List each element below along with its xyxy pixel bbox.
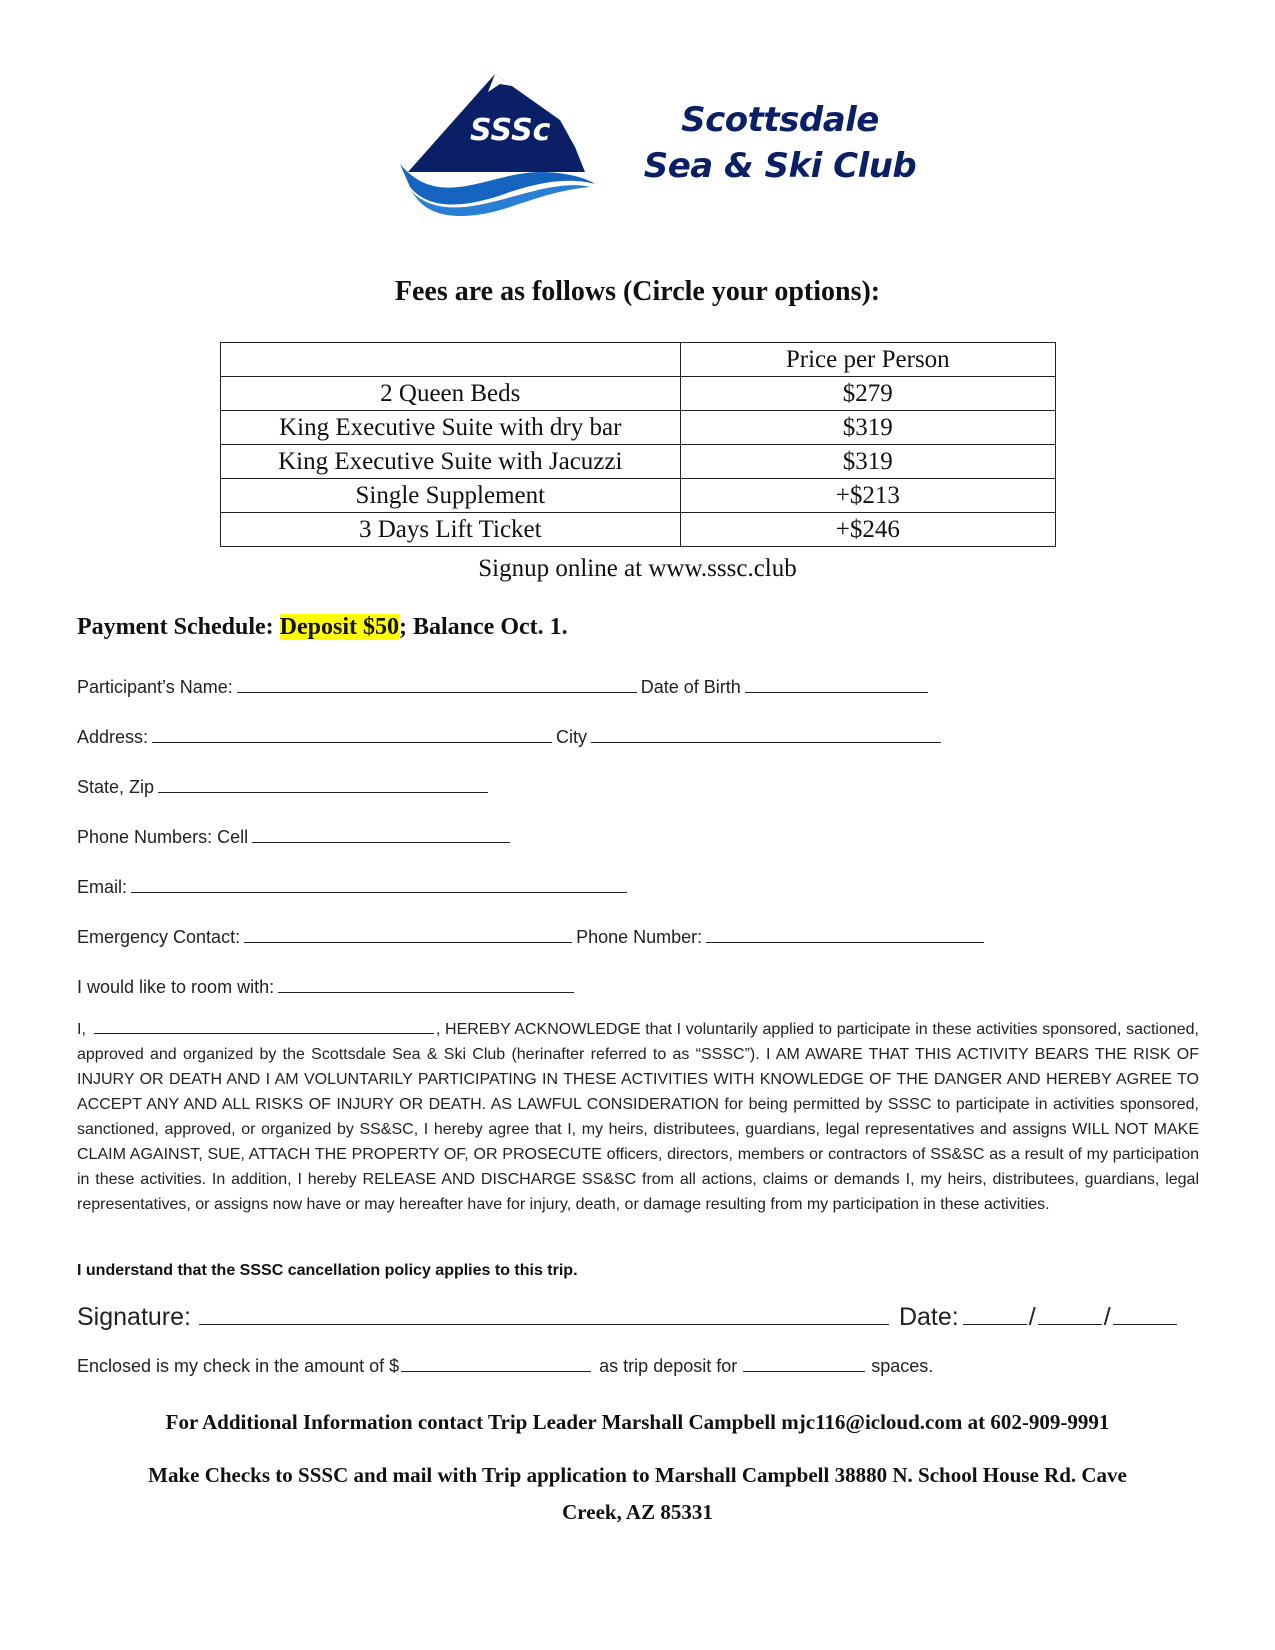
option-cell[interactable]: 3 Days Lift Ticket bbox=[221, 513, 681, 547]
state-zip-label: State, Zip bbox=[77, 777, 155, 797]
phone-cell-label: Phone Numbers: Cell bbox=[77, 827, 249, 847]
participant-name-label: Participant’s Name: bbox=[77, 677, 233, 697]
signup-link-text: Signup online at www.sssc.club bbox=[478, 555, 797, 582]
price-cell: +$246 bbox=[680, 513, 1055, 547]
signature-label: Signature: bbox=[77, 1303, 191, 1331]
participant-row bbox=[77, 676, 932, 698]
cancellation-policy: I understand that the SSSC cancellation policy applies to this trip. bbox=[77, 1262, 578, 1279]
emergency-row bbox=[77, 926, 988, 948]
waiver-name-field[interactable] bbox=[94, 1017, 434, 1034]
check-row bbox=[77, 1355, 933, 1377]
option-cell[interactable]: 2 Queen Beds bbox=[221, 377, 681, 411]
participant-name-field[interactable] bbox=[237, 676, 637, 693]
price-cell: $319 bbox=[680, 411, 1055, 445]
waiver-prefix: I, bbox=[77, 1021, 86, 1038]
balance-text: ; Balance Oct. 1. bbox=[399, 614, 568, 640]
table-row[interactable] bbox=[221, 513, 1056, 547]
emergency-contact-field[interactable] bbox=[244, 926, 572, 943]
waiver-text: , HEREBY ACKNOWLEDGE that I voluntarily applied to participate in these activities sponsored, sactioned, approved and organized by the Scottsdale Sea & Ski Club (herinafter referred to as “SSSC”). I AM AWARE THAT THIS ACTIVITY BEARS THE RISK OF INJURY OR DEATH AND I AM VOLUNTARILY PARTICIPATING IN THESE ACTIVITIES WITH KNOWLEDGE OF THE DANGER AND HEREBY AGREE TO ACCEPT ANY AND ALL RISKS OF INJURY OR DEATH. AS LAWFUL CONSIDERATION for being permitted by SSSC to participate in activities sponsored, sanctioned, approved, or organized by SS&SC, I hereby agree that I, my heirs, distributees, guardians, legal representatives and assigns WILL NOT MAKE CLAIM AGAINST, SUE, ATTACH THE PROPERTY OF, OR PROSECUTE officers, directors, members or contractors of SS&SC as a result of my participation in these activities. In addition, I hereby RELEASE AND DISCHARGE SS&SC from all actions, claims or demands I, my heirs, distributees, guardians, legal representatives, or assigns now have or may hereafter have for injury, death, or damage resulting from my participation in these activities. bbox=[77, 1021, 1199, 1213]
check-middle: as trip deposit for bbox=[599, 1356, 738, 1376]
payment-schedule bbox=[77, 614, 568, 641]
price-cell: $279 bbox=[680, 377, 1055, 411]
emergency-contact-label: Emergency Contact: bbox=[77, 927, 241, 947]
date-month-field[interactable] bbox=[963, 1302, 1027, 1325]
state-zip-field[interactable] bbox=[158, 776, 488, 793]
price-cell: $319 bbox=[680, 445, 1055, 479]
table-header-row bbox=[221, 343, 1056, 377]
emergency-phone-field[interactable] bbox=[706, 926, 984, 943]
logo-text: SSSc bbox=[470, 113, 551, 148]
email-field[interactable] bbox=[131, 876, 627, 893]
signature-row bbox=[77, 1302, 1199, 1332]
date-slash: / bbox=[1028, 1303, 1036, 1331]
option-cell[interactable]: King Executive Suite with Jacuzzi bbox=[221, 445, 681, 479]
address-row bbox=[77, 726, 945, 748]
address-field[interactable] bbox=[152, 726, 552, 743]
room-with-field[interactable] bbox=[278, 976, 574, 993]
contact-info: For Additional Information contact Trip Leader Marshall Campbell mjc116@icloud.com at 602-909-9991 bbox=[165, 1410, 1110, 1434]
fees-heading: Fees are as follows (Circle your options): bbox=[394, 276, 881, 307]
phone-cell-field[interactable] bbox=[252, 826, 510, 843]
check-prefix: Enclosed is my check in the amount of $ bbox=[77, 1356, 400, 1376]
check-suffix: spaces. bbox=[871, 1356, 934, 1376]
date-slash: / bbox=[1103, 1303, 1111, 1331]
room-with-row bbox=[77, 976, 578, 998]
table-header-empty bbox=[221, 343, 681, 377]
price-column-header: Price per Person bbox=[680, 343, 1055, 377]
city-field[interactable] bbox=[591, 726, 941, 743]
check-amount-field[interactable] bbox=[401, 1355, 591, 1372]
fees-table bbox=[220, 342, 1056, 547]
mail-instructions-line2: Creek, AZ 85331 bbox=[562, 1500, 713, 1524]
club-logo bbox=[400, 72, 620, 222]
signature-field[interactable] bbox=[199, 1302, 889, 1325]
email-label: Email: bbox=[77, 877, 128, 897]
city-label: City bbox=[556, 727, 588, 747]
table-row[interactable] bbox=[221, 377, 1056, 411]
address-label: Address: bbox=[77, 727, 149, 747]
table-row[interactable] bbox=[221, 479, 1056, 513]
deposit-highlight: Deposit $50 bbox=[279, 614, 399, 640]
date-of-birth-label: Date of Birth bbox=[640, 677, 741, 697]
table-row[interactable] bbox=[221, 411, 1056, 445]
table-row[interactable] bbox=[221, 445, 1056, 479]
date-day-field[interactable] bbox=[1038, 1302, 1102, 1325]
email-row bbox=[77, 876, 631, 898]
option-cell[interactable]: Single Supplement bbox=[221, 479, 681, 513]
state-zip-row bbox=[77, 776, 492, 798]
phone-number-label: Phone Number: bbox=[576, 927, 703, 947]
spaces-field[interactable] bbox=[743, 1355, 865, 1372]
waiver-paragraph bbox=[77, 1017, 1199, 1217]
club-name-line1: Scottsdale bbox=[681, 100, 879, 140]
price-cell: +$213 bbox=[680, 479, 1055, 513]
date-of-birth-field[interactable] bbox=[745, 676, 928, 693]
date-year-field[interactable] bbox=[1113, 1302, 1177, 1325]
phone-cell-row bbox=[77, 826, 514, 848]
mail-instructions-line1: Make Checks to SSSC and mail with Trip application to Marshall Campbell 38880 N. School House Rd. Cave bbox=[148, 1463, 1127, 1487]
payment-label: Payment Schedule: bbox=[77, 614, 280, 640]
room-with-label: I would like to room with: bbox=[77, 977, 275, 997]
date-label: Date: bbox=[898, 1303, 959, 1331]
club-name-line2: Sea & Ski Club bbox=[643, 146, 917, 186]
option-cell[interactable]: King Executive Suite with dry bar bbox=[221, 411, 681, 445]
